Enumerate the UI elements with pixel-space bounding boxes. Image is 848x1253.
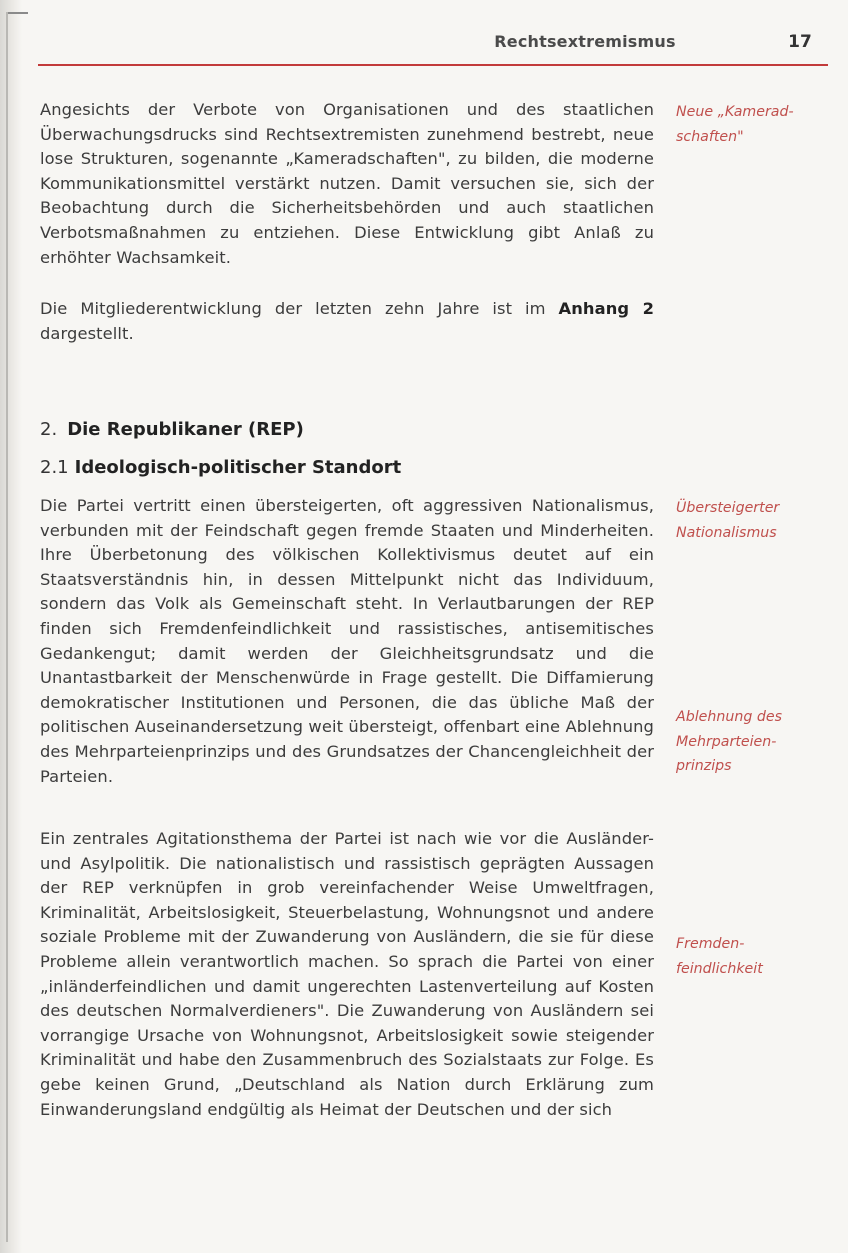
margin-note-line: Mehrparteien-: [676, 733, 777, 750]
corner-mark-vertical: [6, 12, 8, 1242]
margin-note-line: feindlichkeit: [676, 960, 763, 977]
page-number: 17: [788, 32, 812, 52]
subsection-heading: [40, 456, 401, 480]
margin-note-kameradschaften: [676, 100, 836, 149]
margin-note-nationalismus: [676, 496, 836, 545]
margin-note-fremdenfeindlichkeit: [676, 932, 836, 981]
paragraph-text-end: dargestellt.: [40, 323, 134, 343]
book-spine-shadow: [0, 0, 22, 1253]
paragraph-text: Die Mitgliederentwicklung der letzten zehn Jahre ist im: [40, 299, 559, 318]
paragraph-mitgliederentwicklung: [40, 297, 654, 346]
margin-note-mehrparteienprinzip: [676, 705, 836, 779]
margin-note-line: schaften": [676, 128, 744, 145]
margin-note-line: Übersteigerter: [676, 500, 780, 516]
margin-note-line: Fremden-: [676, 936, 745, 952]
subsection-number: 2.1: [40, 457, 69, 478]
corner-mark-horizontal: [6, 12, 28, 14]
margin-note-line: Nationalismus: [676, 524, 777, 541]
appendix-reference: Anhang 2: [558, 299, 655, 318]
section-title: Die Republikaner (REP): [67, 419, 304, 440]
paragraph-nationalismus: Die Partei vertritt einen übersteigerten, oft aggressiven Nationalismus, verbunden mit der Feindschaft gegen fremde Staaten und Minderheiten. Ihre Überbetonung des völkischen Kollektivismus deutet auf ein Staatsverständnis hin, in dessen Mittelpunkt nicht das Individuum, sondern das Volk als Gemeinschaft steht. In Verlautbarungen der REP finden sich Fremdenfeindlichkeit und rassistisches, antisemitisches Gedankengut; damit werden der Gleichheitsgrundsatz und die Unantastbarkeit der Menschenwürde in Frage gestellt. Die Diffamierung demokratischer Institutionen und Personen, die das übliche Maß der politischen Auseinandersetzung weit übersteigt, offenbart eine Ablehnung des Mehrparteienprinzips und des Grundsatzes der Chancengleichheit der Parteien.: [40, 496, 654, 786]
margin-note-line: prinzips: [676, 758, 732, 775]
subsection-title: Ideologisch-politischer Standort: [74, 457, 402, 478]
paragraph-kameradschaften: Angesichts der Verbote von Organisationen und des staatlichen Überwachungsdrucks sind Rechtsextremisten zunehmend bestrebt, neue lose Strukturen, sogenannte „Kameradschaften", zu bilden, die moderne Kommunikationsmittel verstärkt nutzen. Damit versuchen sie, sich der Beobachtung durch die Sicherheitsbehörden und auch staatlichen Verbotsmaßnahmen zu entziehen. Diese Entwicklung gibt Anlaß zu erhöhter Wachsamkeit.: [40, 100, 654, 267]
margin-note-line: Ablehnung des: [676, 709, 782, 725]
margin-note-line: Neue „Kamerad-: [676, 104, 794, 120]
running-title: Rechtsextremismus: [494, 32, 676, 51]
section-number: 2.: [40, 419, 58, 440]
section-heading: [40, 418, 304, 442]
paragraph-auslaenderpolitik: Ein zentrales Agitationsthema der Partei ist nach wie vor die Ausländer- und Asylpolitik. Die nationalistisch und rassistisch geprägten Aussagen der REP verknüpfen in grob vereinfachender Weise Umweltfragen, Kriminalität, Arbeitslosigkeit, Steuerbelastung, Wohnungsnot und andere soziale Probleme mit der Zuwanderung von Ausländern, die sie für diese Probleme allein verantwortlich machen. So sprach die Partei von einer „inländerfeindlichen und damit ungerechten Lastenverteilung auf Kosten des deutschen Normalverdieners". Die Zuwanderung von Ausländern sei vorrangige Ursache von Wohnungsnot, Arbeitslosigkeit sowie steigender Kriminalität und habe den Zusammenbruch des Sozialstaats zur Folge. Es gebe keinen Grund, „Deutschland als Nation durch Erklärung zum Einwanderungsland endgültig als Heimat der Deutschen und der sich: [40, 829, 654, 1119]
header-rule: [38, 64, 828, 66]
